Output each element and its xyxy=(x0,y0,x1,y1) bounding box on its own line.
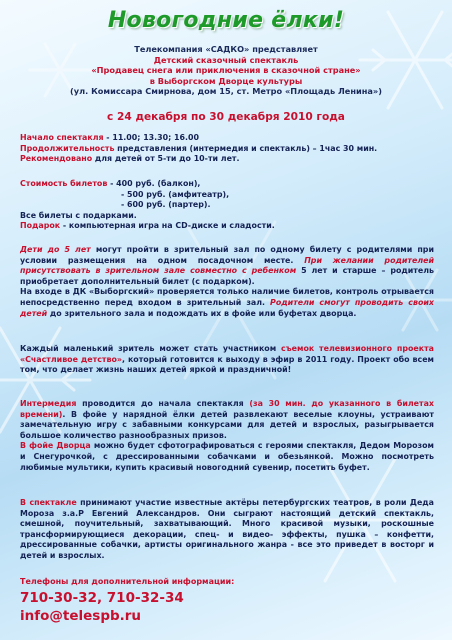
recommended-label: Рекомендовано xyxy=(20,154,93,164)
kids-label: Дети до 5 лет xyxy=(20,245,91,254)
prices-section xyxy=(20,179,434,232)
intermission-label: Интермедия xyxy=(20,399,77,408)
kids-text: могут пройти в зрительный зал по одному билету с родителями при условии размещения на одном посадочном месте. xyxy=(20,245,434,265)
entry-tail: до зрительного зала и подождать их в фойе или буфетах дворца. xyxy=(47,308,357,318)
gifts-note: Все билеты с подарками. xyxy=(20,210,137,220)
event-header xyxy=(20,44,432,97)
cast-text: принимают участие известные актёры петербургских театров, в роли Деда Мороза з.а.Р Евгений Александров. Они сыграют настоящий детский спектакль, смешной, поучительный, захватывающий. Много красивой музыки, роскошные трансформирующиеся декорации, спец- и видео- эффекты, пушка – конфетти, дрессированные собачки, артисты оригинального жанра - все это приведет в восторг и детей и взрослых. xyxy=(20,498,435,560)
phone-numbers[interactable]: 710-30-32, 710-32-34 xyxy=(20,590,184,606)
intermission-time: (за 30 мин. до указанного в билетах времени) xyxy=(20,399,434,419)
email-link[interactable]: info@telespb.ru xyxy=(20,608,142,624)
event-dates: с 24 декабря по 30 декабря 2010 года xyxy=(107,111,345,123)
intermission-text-1: проводится до начала спектакля xyxy=(76,399,250,408)
prices-label: Стоимость билетов xyxy=(20,179,108,188)
parents-text: 5 лет и старше – родитель приобретает дополнительный билет (с подарком). xyxy=(20,266,434,286)
show-title: «Продавец снега или приключения в сказочной стране» xyxy=(91,65,361,76)
schedule-section xyxy=(20,133,434,165)
tv-text-2: , который готовится к выходу в эфир в 2011 году. Проект обо всем том, что делает жизнь наших детей яркой и праздничной! xyxy=(20,354,434,375)
parents-note: При желании родителей присутствовать в зрительном зале совместно с ребенком xyxy=(20,255,434,276)
contacts-label: Телефоны для дополнительной информации: xyxy=(20,577,235,586)
cast-section xyxy=(20,498,434,562)
show-type: Детский сказочный спектакль xyxy=(153,54,299,65)
foyer-label: В фойе Дворца xyxy=(20,441,91,451)
entry-text: На входе в ДК «Выборгский» проверяется только наличие билетов, контроль отрывается непосредственно перед входом в зрительный зал. xyxy=(20,287,434,307)
venue-address: (ул. Комиссара Смирнова, дом 15, ст. Метро «Площадь Ленина») xyxy=(70,86,382,97)
recommended-value: для детей от 5-ти до 10-ти лет. xyxy=(92,154,240,164)
duration-label: Продолжительность xyxy=(20,143,115,153)
venue: в Выборгском Дворце культуры xyxy=(149,75,303,86)
price-balcony: - 400 руб. (балкон), xyxy=(107,179,201,188)
tv-project: съемок телевизионного проекта «Счастливое детство» xyxy=(20,344,434,364)
intermission-section xyxy=(20,399,434,473)
intermission-text-2: . В фойе у нарядной ёлки детей развлекают веселые клоуны, устраивают замечательную игру с забавными конкурсами для детей и взрослых, разыгрывается большое количество разнообразных призов. xyxy=(20,409,434,440)
entry-note: Родители смогут проводить своих детей xyxy=(20,297,434,318)
tv-text-1: Каждый маленький зритель может стать участником xyxy=(20,344,282,353)
price-parterre: - 600 руб. (партер). xyxy=(121,200,211,210)
duration-value: представления (интермедия и спектакль) – 1час 30 мин. xyxy=(114,143,378,153)
start-label: Начало спектакля xyxy=(20,133,104,142)
page-title: Новогодние ёлки! xyxy=(107,8,345,33)
foyer-text: можно будет сфотографироваться с героями спектакля, Дедом Морозом и Снегурочкой, с дрессированными собачками и обезьянкой. Можно посмотреть любимые мультики, купить красивый новогодний сувенир, посетить буфет. xyxy=(20,441,434,472)
rules-section xyxy=(20,245,434,319)
price-amphitheatre: - 500 руб. (амфитеатр), xyxy=(121,189,230,199)
cast-label: В спектакле xyxy=(20,498,77,507)
start-value: - 11.00; 13.30; 16.00 xyxy=(103,133,200,142)
presenter-line: Телекомпания «САДКО» представляет xyxy=(134,44,318,54)
gift-value: - компьютерная игра на CD-диске и сладости. xyxy=(60,221,275,231)
gift-label: Подарок xyxy=(20,221,61,231)
tv-section xyxy=(20,344,434,376)
